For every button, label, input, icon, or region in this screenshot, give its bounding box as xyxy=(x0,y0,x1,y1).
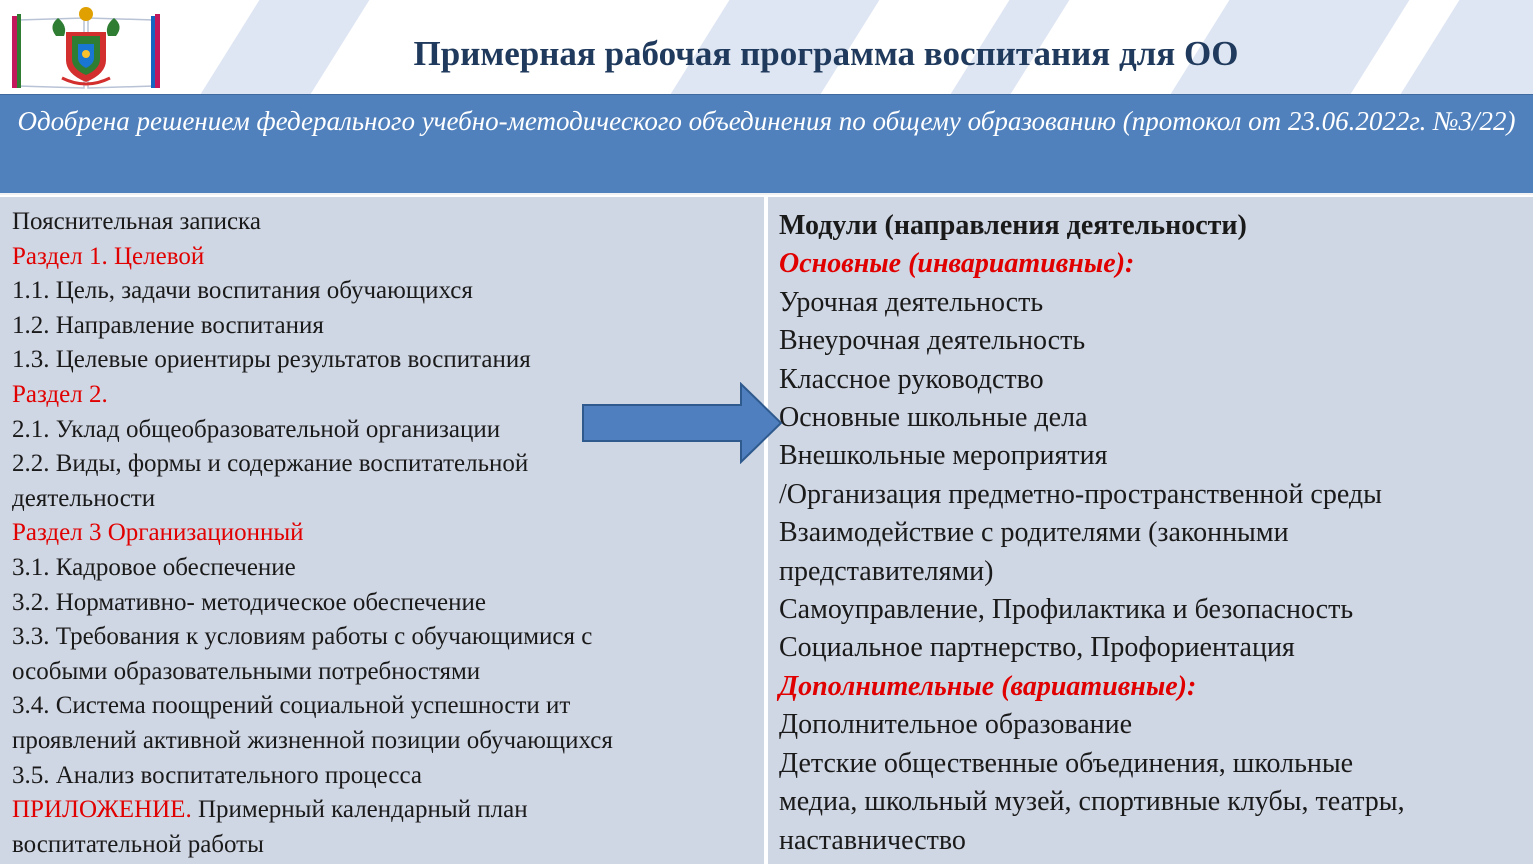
module-item-continued: медиа, школьный музей, спортивные клубы, театры, xyxy=(779,786,1405,818)
module-item-continued: представителями) xyxy=(779,555,994,587)
section-item: 3.2. Нормативно- методическое обеспечение xyxy=(12,588,486,616)
section-item: 1.2. Направление воспитания xyxy=(12,311,324,339)
core-modules-title: Основные (инвариативные): xyxy=(779,248,1135,280)
section-2-title: Раздел 2. xyxy=(12,380,108,408)
approval-banner xyxy=(0,94,1533,195)
section-item: 3.5. Анализ воспитательного процесса xyxy=(12,761,422,789)
program-structure-column xyxy=(0,197,764,864)
module-item: Социальное партнерство, Профориентация xyxy=(779,632,1295,664)
appendix-text: Примерный календарный план xyxy=(191,796,528,824)
header xyxy=(0,0,1533,94)
appendix-text-continued: воспитательной работы xyxy=(12,830,264,858)
module-item: Основные школьные дела xyxy=(779,402,1088,434)
module-item: Дополнительное образование xyxy=(779,709,1133,741)
section-3-title: Раздел 3 Организационный xyxy=(12,519,304,547)
section-item-continued: проявлений активной жизненной позиции обучающихся xyxy=(12,726,613,754)
section-item: 3.3. Требования к условиям работы с обучающимися с xyxy=(12,623,593,651)
section-item: 1.1. Цель, задачи воспитания обучающихся xyxy=(12,277,473,305)
module-item: Урочная деятельность xyxy=(779,286,1044,318)
page-title: Примерная рабочая программа воспитания для ОО xyxy=(413,34,1239,73)
module-item: Детские общественные объединения, школьные xyxy=(779,747,1354,779)
section-item: 2.1. Уклад общеобразовательной организации xyxy=(12,415,501,443)
modules-column xyxy=(768,197,1533,864)
section-item: 3.4. Система поощрений социальной успешности ит xyxy=(12,692,571,720)
module-item: /Организация предметно-пространственной среды xyxy=(779,478,1382,510)
appendix-label: ПРИЛОЖЕНИЕ. xyxy=(12,796,192,824)
module-item: Взаимодействие с родителями (законными xyxy=(779,517,1289,549)
section-item: 1.3. Целевые ориентиры результатов воспитания xyxy=(12,346,531,374)
approval-text: Одобрена решением федерального учебно-методического объединения по общему образованию (протокол от 23.06.2022г. №3/22) xyxy=(17,106,1516,136)
extra-modules-title: Дополнительные (вариативные): xyxy=(779,670,1197,702)
module-item-continued: наставничество xyxy=(779,824,966,856)
section-1-title: Раздел 1. Целевой xyxy=(12,242,205,270)
section-item-continued: особыми образовательными потребностями xyxy=(12,657,481,685)
section-item: 3.1. Кадровое обеспечение xyxy=(12,553,296,581)
appendix-line xyxy=(12,793,764,828)
section-item-continued: деятельности xyxy=(12,484,156,512)
module-item: Внеурочная деятельность xyxy=(779,325,1086,357)
arrow-right-icon xyxy=(580,382,784,464)
module-item: Классное руководство xyxy=(779,363,1044,395)
section-item: 2.2. Виды, формы и содержание воспитательной xyxy=(12,450,529,478)
explanatory-note: Пояснительная записка xyxy=(12,208,261,235)
module-item: Внешкольные мероприятия xyxy=(779,440,1108,472)
module-item: Самоуправление, Профилактика и безопасность xyxy=(779,594,1354,626)
modules-heading: Модули (направления деятельности) xyxy=(779,210,1247,241)
